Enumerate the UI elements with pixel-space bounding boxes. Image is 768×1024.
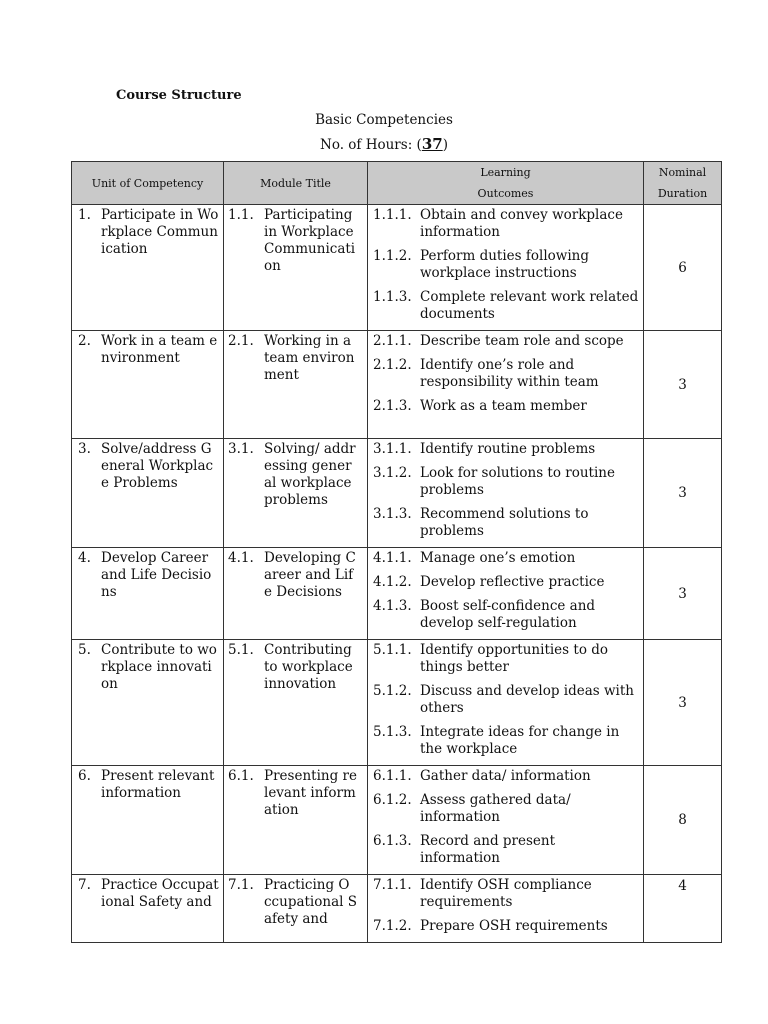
duration-cell: 3 — [644, 548, 722, 640]
module-title: Developing Career and Life Decisions — [264, 550, 356, 600]
module-number: 7.1. — [228, 877, 254, 893]
page-heading: Course Structure — [116, 88, 242, 103]
outcome-text: Integrate ideas for change in the workplace — [420, 724, 620, 757]
outcome-text: Boost self-confidence and develop self-regulation — [420, 598, 596, 631]
unit-cell — [72, 439, 224, 548]
course-structure-table — [71, 161, 722, 943]
outcome-text: Describe team role and scope — [420, 333, 624, 349]
outcome-number: 5.1.1. — [373, 642, 412, 658]
module-title: Practicing Occupational Safety and — [264, 877, 357, 927]
hours-value: 37 — [421, 135, 443, 153]
module-number: 5.1. — [228, 642, 254, 658]
learning-outcome — [373, 792, 639, 826]
outcome-number: 1.1.3. — [373, 289, 412, 305]
outcome-number: 5.1.3. — [373, 724, 412, 740]
unit-cell — [72, 766, 224, 875]
outcome-text: Look for solutions to routine problems — [420, 465, 615, 498]
outcomes-cell — [368, 766, 644, 875]
header-outcomes — [368, 162, 644, 205]
table-row — [72, 205, 722, 331]
section-subtitle: Basic Competencies — [315, 112, 453, 128]
outcome-text: Complete relevant work related documents — [420, 289, 639, 322]
outcome-text: Work as a team member — [420, 398, 587, 414]
module-cell — [224, 875, 368, 943]
outcome-number: 1.1.1. — [373, 207, 412, 223]
duration-cell: 3 — [644, 640, 722, 766]
learning-outcome — [373, 289, 639, 323]
outcome-text: Discuss and develop ideas with others — [420, 683, 634, 716]
outcomes-cell — [368, 439, 644, 548]
table-header-row — [72, 162, 722, 205]
header-duration-line2: Duration — [657, 187, 708, 200]
learning-outcome — [373, 768, 639, 785]
outcome-number: 3.1.3. — [373, 506, 412, 522]
unit-title: Contribute to workplace innovation — [101, 642, 217, 692]
outcome-text: Obtain and convey workplace information — [420, 207, 623, 240]
learning-outcome — [373, 248, 639, 282]
module-number: 6.1. — [228, 768, 254, 784]
outcomes-cell — [368, 875, 644, 943]
module-cell — [224, 766, 368, 875]
module-cell — [224, 439, 368, 548]
outcome-number: 4.1.1. — [373, 550, 412, 566]
table-row — [72, 875, 722, 943]
table-row — [72, 766, 722, 875]
learning-outcome — [373, 724, 639, 758]
outcome-number: 6.1.3. — [373, 833, 412, 849]
unit-title: Participate in Workplace Communication — [101, 207, 219, 257]
table-row — [72, 439, 722, 548]
outcome-number: 4.1.3. — [373, 598, 412, 614]
module-number: 4.1. — [228, 550, 254, 566]
module-cell — [224, 331, 368, 439]
module-title: Solving/ addressing general workplace problems — [264, 441, 356, 508]
outcome-text: Prepare OSH requirements — [420, 918, 608, 934]
outcomes-cell — [368, 640, 644, 766]
duration-cell: 6 — [644, 205, 722, 331]
hours-suffix: ) — [442, 137, 448, 153]
header-duration-line1: Nominal — [658, 166, 707, 179]
header-outcomes-line1: Learning — [480, 166, 531, 179]
module-title: Participating in Workplace Communication — [264, 207, 356, 274]
outcome-number: 1.1.2. — [373, 248, 412, 264]
unit-number: 2. — [78, 333, 91, 349]
module-number: 1.1. — [228, 207, 254, 223]
learning-outcome — [373, 333, 639, 350]
module-number: 3.1. — [228, 441, 254, 457]
table-row — [72, 331, 722, 439]
learning-outcome — [373, 465, 639, 499]
hours-prefix: No. of Hours: ( — [320, 137, 422, 153]
outcome-text: Record and present information — [420, 833, 556, 866]
learning-outcome — [373, 441, 639, 458]
unit-cell — [72, 331, 224, 439]
learning-outcome — [373, 877, 639, 911]
unit-number: 7. — [78, 877, 91, 893]
outcome-text: Identify routine problems — [420, 441, 596, 457]
module-title: Presenting relevant information — [264, 768, 357, 818]
outcome-number: 2.1.2. — [373, 357, 412, 373]
unit-number: 4. — [78, 550, 91, 566]
outcome-text: Gather data/ information — [420, 768, 591, 784]
unit-title: Work in a team environment — [101, 333, 218, 366]
header-outcomes-line2: Outcomes — [477, 187, 534, 200]
module-cell — [224, 205, 368, 331]
outcome-number: 6.1.1. — [373, 768, 412, 784]
outcome-text: Identify one’s role and responsibility within team — [420, 357, 599, 390]
unit-title: Develop Career and Life Decisions — [101, 550, 212, 600]
learning-outcome — [373, 550, 639, 567]
hours-line — [0, 135, 768, 153]
unit-cell — [72, 875, 224, 943]
table-row — [72, 548, 722, 640]
unit-number: 3. — [78, 441, 91, 457]
learning-outcome — [373, 833, 639, 867]
table-row — [72, 640, 722, 766]
unit-number: 6. — [78, 768, 91, 784]
outcomes-cell — [368, 548, 644, 640]
outcome-number: 6.1.2. — [373, 792, 412, 808]
outcome-text: Perform duties following workplace instructions — [420, 248, 589, 281]
module-cell — [224, 640, 368, 766]
outcome-text: Identify OSH compliance requirements — [420, 877, 592, 910]
header-duration — [644, 162, 722, 205]
learning-outcome — [373, 207, 639, 241]
duration-cell: 4 — [644, 875, 722, 943]
duration-cell: 3 — [644, 331, 722, 439]
outcome-number: 2.1.3. — [373, 398, 412, 414]
module-number: 2.1. — [228, 333, 254, 349]
outcome-text: Develop reflective practice — [420, 574, 605, 590]
outcome-number: 4.1.2. — [373, 574, 412, 590]
outcome-text: Recommend solutions to problems — [420, 506, 589, 539]
unit-cell — [72, 548, 224, 640]
header-module: Module Title — [224, 162, 368, 205]
duration-cell: 8 — [644, 766, 722, 875]
unit-number: 1. — [78, 207, 91, 223]
outcome-text: Assess gathered data/ information — [420, 792, 571, 825]
outcomes-cell — [368, 205, 644, 331]
learning-outcome — [373, 918, 639, 935]
learning-outcome — [373, 398, 639, 415]
outcome-text: Manage one’s emotion — [420, 550, 576, 566]
outcomes-cell — [368, 331, 644, 439]
outcome-number: 3.1.2. — [373, 465, 412, 481]
unit-title: Present relevant information — [101, 768, 215, 801]
unit-cell — [72, 640, 224, 766]
learning-outcome — [373, 683, 639, 717]
module-title: Contributing to workplace innovation — [264, 642, 353, 692]
learning-outcome — [373, 357, 639, 391]
outcome-number: 3.1.1. — [373, 441, 412, 457]
unit-title: Solve/address General Workplace Problems — [101, 441, 214, 491]
header-unit: Unit of Competency — [72, 162, 224, 205]
learning-outcome — [373, 598, 639, 632]
learning-outcome — [373, 642, 639, 676]
module-cell — [224, 548, 368, 640]
learning-outcome — [373, 574, 639, 591]
outcome-number: 7.1.2. — [373, 918, 412, 934]
unit-title: Practice Occupational Safety and — [101, 877, 219, 910]
module-title: Working in a team environment — [264, 333, 355, 383]
learning-outcome — [373, 506, 639, 540]
outcome-number: 2.1.1. — [373, 333, 412, 349]
unit-number: 5. — [78, 642, 91, 658]
outcome-text: Identify opportunities to do things better — [420, 642, 609, 675]
outcome-number: 5.1.2. — [373, 683, 412, 699]
duration-cell: 3 — [644, 439, 722, 548]
outcome-number: 7.1.1. — [373, 877, 412, 893]
unit-cell — [72, 205, 224, 331]
